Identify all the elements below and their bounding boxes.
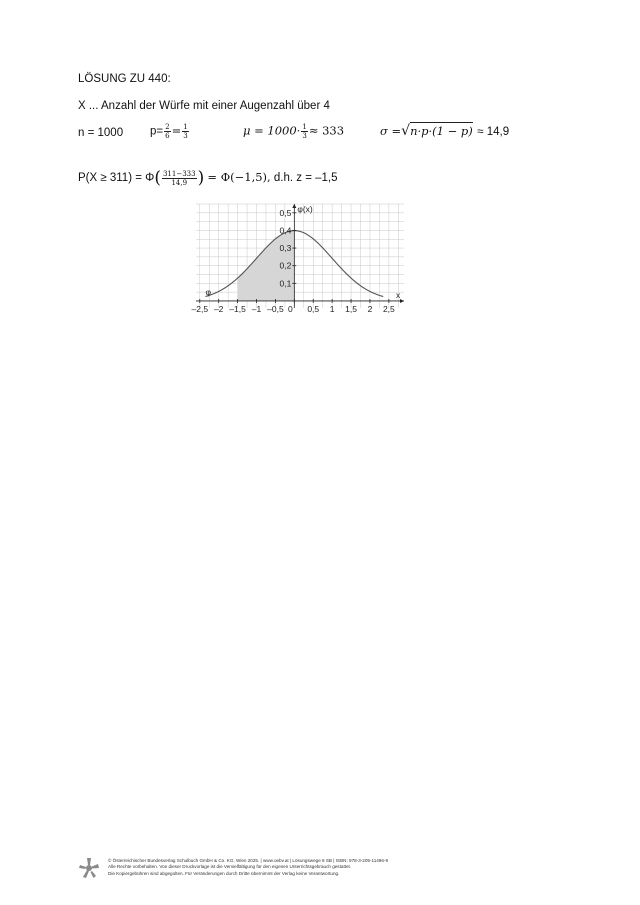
- p-label: p=: [150, 125, 164, 138]
- probability-line: [78, 168, 338, 188]
- x-tick-label: –0,5: [267, 303, 284, 314]
- logo-shape: [79, 858, 99, 878]
- curve-label: φ: [205, 286, 211, 297]
- close-paren-icon: ): [197, 168, 205, 188]
- param-mu: [243, 123, 344, 140]
- footer-line-1: © Österreichischer Bundesverlag Schulbuch GmbH & Co. KG, Wien 2025. | www.oebv.at | Lösungswege 8 SB | ISBN: 978-3-209-11496-9: [108, 858, 389, 863]
- p-frac1-num: 2: [165, 123, 170, 131]
- mu-frac-num: 1: [302, 123, 307, 131]
- y-tick-label: 0,1: [279, 278, 292, 289]
- y-axis-label: φ(x): [297, 204, 313, 214]
- x-axis-label: x: [396, 289, 401, 300]
- p-fraction-2: [182, 123, 188, 140]
- open-paren-icon: (: [154, 168, 161, 188]
- logo-svg: [78, 857, 100, 879]
- radical-icon: √: [401, 122, 411, 139]
- param-sigma: [380, 122, 509, 140]
- mu-fraction: [301, 123, 307, 140]
- x-tick-label: –2,5: [191, 303, 209, 314]
- z-frac-num: 311−333: [162, 169, 196, 178]
- p-frac2-num: 1: [183, 123, 188, 131]
- probability-lhs: P(X ≥ 311) = Φ: [78, 172, 155, 185]
- param-n: n = 1000: [78, 127, 124, 139]
- y-tick-label: 0,4: [279, 225, 292, 236]
- sigma-rhs: ≈ 14,9: [477, 126, 510, 138]
- mu-frac-den: 3: [302, 132, 307, 140]
- x-tick-label: –1: [251, 303, 262, 314]
- sigma-lhs: σ =: [380, 124, 402, 138]
- normal-distribution-chart: [190, 200, 410, 322]
- publisher-logo-icon: [78, 857, 100, 879]
- footer-line-2: Alle Rechte vorbehalten. Von dieser Druckvorlage ist die Vervielfältigung für den eigenen Unterrichtsgebrauch gestattet.: [108, 864, 352, 870]
- param-p: [150, 123, 190, 140]
- x-tick-label: 0,5: [307, 303, 320, 314]
- p-frac1-den: 6: [165, 132, 170, 140]
- probability-mid: = Φ(−1,5),: [207, 170, 271, 185]
- variable-definition: X ... Anzahl der Würfe mit einer Augenzahl über 4: [78, 100, 330, 112]
- y-tick-label: 0,5: [279, 207, 292, 218]
- probability-rhs: d.h. z = –1,5: [273, 172, 338, 185]
- p-frac2-den: 3: [183, 132, 188, 140]
- sigma-radicand: n·p·(1 − p): [410, 124, 473, 138]
- x-tick-label: –1,5: [229, 303, 246, 314]
- chart-svg: [190, 200, 410, 322]
- mu-rhs: ≈ 333: [308, 123, 345, 138]
- z-fraction: [162, 170, 197, 187]
- z-frac-den: 14,9: [171, 178, 188, 187]
- x-tick-label: 1,5: [345, 303, 357, 314]
- y-tick-label: 0,2: [279, 260, 292, 271]
- y-axis-arrow-icon: [292, 204, 296, 208]
- x-tick-label: –2: [213, 303, 224, 314]
- y-tick-label: 0,3: [279, 243, 292, 254]
- heading: LÖSUNG ZU 440:: [78, 73, 171, 85]
- footer-text: [108, 858, 388, 877]
- x-tick-label: 2,5: [382, 303, 395, 314]
- p-fraction-1: [164, 123, 170, 140]
- p-equals: =: [171, 123, 182, 138]
- mu-lhs: μ = 1000·: [243, 123, 301, 138]
- x-tick-label: 0: [287, 303, 293, 314]
- x-axis-arrow-icon: [400, 299, 404, 303]
- x-tick-label: 1: [329, 303, 335, 314]
- x-tick-label: 2: [367, 303, 373, 314]
- footer-line-3: Die Kopiergebühren sind abgegolten. Für Veränderungen durch Dritte übernimmt der Verlag keine Verantwortung.: [108, 870, 340, 876]
